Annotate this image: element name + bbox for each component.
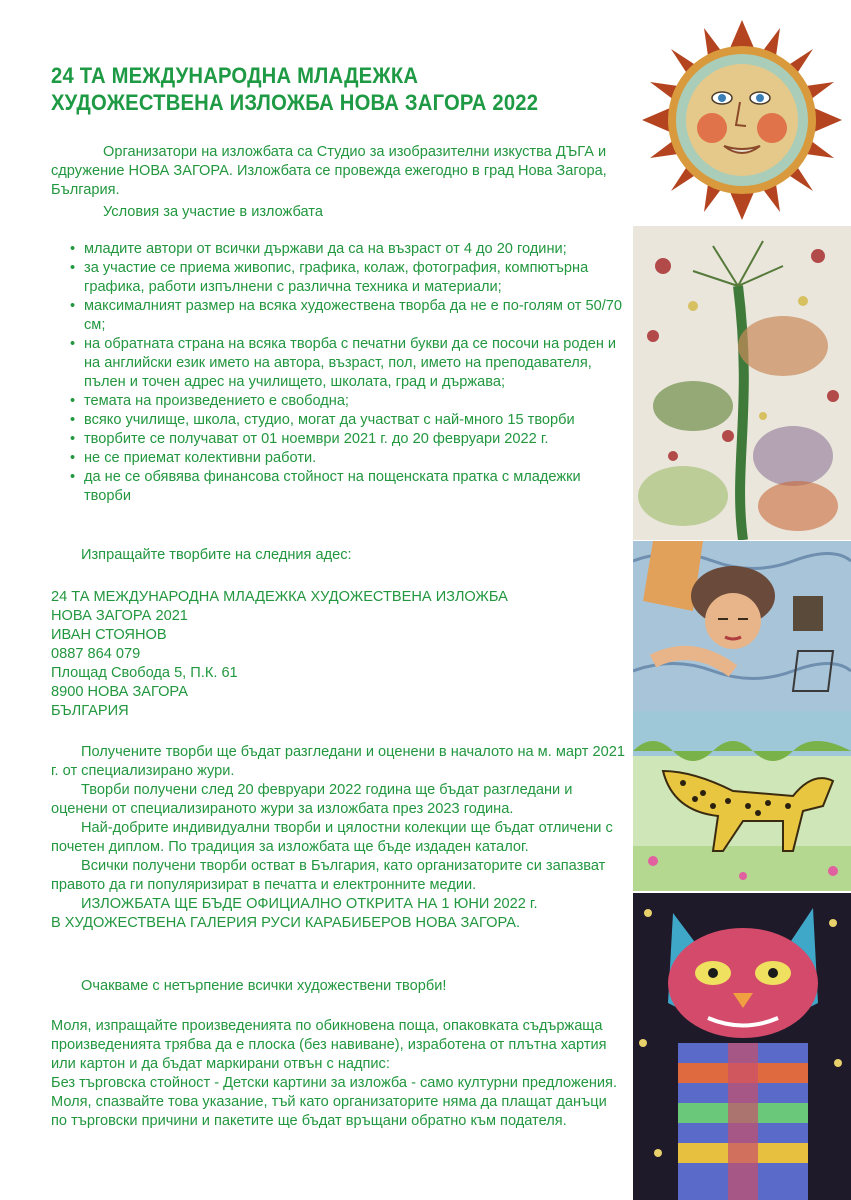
postal-address [51, 588, 631, 721]
sun-painting [642, 20, 842, 220]
shipping-paragraph-1: Моля, изпращайте произведенията по обикновена поща, опаковката съдържаща произведенията трябва да е плоска (без навиване), изработена от плътна хартия или картон и да бъдат маркирани отвън с надпис: [51, 1018, 607, 1072]
list-item: • да не се обявява финансова стойност на пощенската пратка с младежки творби [70, 468, 630, 506]
flowers-painting [633, 226, 851, 540]
list-item: • всяко училище, школа, студио, могат да участват с най-много 15 творби [70, 411, 630, 430]
late-entries-paragraph: Творби получени след 20 февруари 2022 година ще бъдат разгледани и оценени от специализираното жури за изложбата през 2023 година. [51, 782, 573, 817]
info-block [51, 743, 626, 933]
title-line-1: 24 ТА МЕЖДУНАРОДНА МЛАДЕЖКА [51, 63, 419, 88]
address-line: 0887 864 079 [51, 646, 141, 662]
cat-painting [633, 893, 851, 1200]
list-item: • за участие се приема живопис, графика, колаж, фотография, компютърна графика, работи изпълнени с различна техника и материали; [70, 259, 630, 297]
page-title [51, 62, 585, 116]
address-line: 24 ТА МЕЖДУНАРОДНА МЛАДЕЖКА ХУДОЖЕСТВЕНА ИЗЛОЖБА [51, 589, 508, 605]
closing-line: Очакваме с нетърпение всички художествени творби! [81, 978, 447, 994]
conditions-heading: Условия за участие в изложбата [103, 204, 323, 220]
list-item: • на обратната страна на всяка творба с печатни букви да се посочи на роден и на английски език името на автора, възраст, пол, името на преподавателя, пълен и точен адрес на училището, школата, град и държава; [70, 335, 630, 392]
opening-line-2: В ХУДОЖЕСТВЕНА ГАЛЕРИЯ РУСИ КАРАБИБЕРОВ НОВА ЗАГОРА. [51, 915, 521, 931]
send-to-heading: Изпращайте творбите на следния адес: [81, 547, 352, 563]
leopard-painting [633, 711, 851, 891]
address-line: ИВАН СТОЯНОВ [51, 627, 167, 643]
review-paragraph: Получените творби ще бъдат разгледани и оценени в началото на м. март 2021 г. от специализирано жури. [51, 744, 625, 779]
opening-line-1: ИЗЛОЖБАТА ЩЕ БЪДЕ ОФИЦИАЛНО ОТКРИТА НА 1 ЮНИ 2022 г. [81, 896, 538, 912]
title-line-2: ХУДОЖЕСТВЕНА ИЗЛОЖБА НОВА ЗАГОРА 2022 [51, 90, 539, 115]
awards-paragraph: Най-добрите индивидуални творби и цялостни колекции ще бъдат отличени с почетен диплом. По традиция за изложбата ще бъде издаден каталог. [51, 820, 613, 855]
conditions-list [70, 240, 630, 506]
list-item: • младите автори от всички държави да са на възраст от 4 до 20 години; [70, 240, 630, 259]
address-line: Площад Свобода 5, П.К. 61 [51, 665, 238, 681]
list-item: • темата на произведението е свободна; [70, 392, 630, 411]
list-item: • максималният размер на всяка художествена творба да не е по-голям от 50/70 см; [70, 297, 630, 335]
list-item: • не се приемат колективни работи. [70, 449, 630, 468]
girl-painting [633, 541, 851, 711]
organizers-paragraph: Организатори на изложбата са Студио за изобразителни изкуства ДЪГА и сдружение НОВА ЗАГОРА. Изложбата се провежда ежегодно в град Нова Загора, България. [51, 144, 607, 198]
address-line: 8900 НОВА ЗАГОРА [51, 684, 188, 700]
list-item: • творбите се получават от 01 ноември 2021 г. до 20 февруари 2022 г. [70, 430, 630, 449]
rights-paragraph: Всички получени творби остват в България, като организаторите си запазват правото да ги популяризират в печатта и електронните медии. [51, 858, 606, 893]
address-line: БЪЛГАРИЯ [51, 703, 129, 719]
shipping-block [51, 1017, 626, 1131]
shipping-paragraph-2: Без търговска стойност - Детски картини за изложба - само културни предложения. [51, 1075, 618, 1091]
shipping-paragraph-3: Моля, спазвайте това указание, тъй като организаторите няма да плащат данъци по търговски причини и пакетите ще бъдат връщани обратно към подателя. [51, 1094, 607, 1129]
address-line: НОВА ЗАГОРА 2021 [51, 608, 188, 624]
